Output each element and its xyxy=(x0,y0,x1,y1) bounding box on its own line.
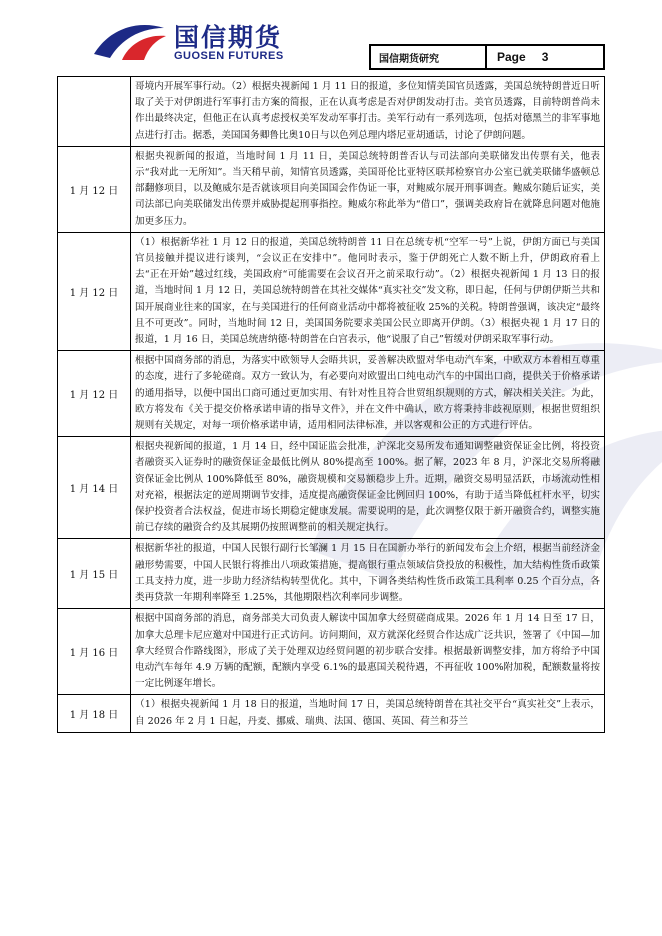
table-row xyxy=(58,77,605,147)
event-date xyxy=(58,77,131,147)
event-description: 根据中国商务部的消息，商务部美大司负责人解读中国加拿大经贸磋商成果。2026 年 1 月 14 日至 17 日，加拿大总理卡尼应邀对中国进行正式访问。访问期间，双方就深化经贸合作达成广泛共识，签署了《中国—加拿大经贸合作路线图》，形成了关于处理双边经贸问题的初步联合安排。根据最新调整安排，加方将给予中国电动汽车每年 4.9 万辆的配额，配额内享受 6.1%的最惠国关税待遇，不再征收 100%附加税，配额数量将按一定比例逐年增长。 xyxy=(131,609,605,695)
event-date: 1 月 12 日 xyxy=(58,232,131,350)
table-row xyxy=(58,695,605,732)
event-description: （1）根据央视新闻 1 月 18 日的报道，当地时间 17 日，美国总统特朗普在其社交平台“真实社交”上表示，自 2026 年 2 月 1 日起，丹麦、挪威、瑞典、法国、德国、英国、荷兰和芬兰 xyxy=(131,695,605,732)
event-description: 根据新华社的报道，中国人民银行副行长邹澜 1 月 15 日在国新办举行的新闻发布会上介绍，根据当前经济金融形势需要，中国人民银行将推出八项政策措施，提高银行重点领域信贷投放的积极性，加大结构性货币政策工具支持力度，进一步助力经济结构转型优化。其中，下调各类结构性货币政策工具利率 0.25 个百分点，各类再贷款一年期利率降至 1.25%，其他期限档次利率同步调整。 xyxy=(131,539,605,609)
logo-chinese-name: 国信期货 xyxy=(174,23,283,52)
page-number: 3 xyxy=(541,50,549,64)
table-row xyxy=(58,539,605,609)
guosen-logo xyxy=(92,14,302,68)
logo-english-name: GUOSEN FUTURES xyxy=(174,50,284,62)
page-label: Page xyxy=(497,50,526,64)
event-description: 根据央视新闻的报道，当地时间 1 月 11 日，美国总统特朗普否认与司法部向美联储发出传票有关，他表示“我对此一无所知”。当天稍早前，知情官员透露，美国哥伦比亚特区联邦检察官办公室已就美联储华盛顿总部翻修项目，以及鲍威尔是否就该项目向美国国会作伪证一事，对鲍威尔展开刑事调查。鲍威尔随后证实，美司法部已向美联储发出传票并威胁提起刑事指控。鲍威尔称此举为“借口”，强调美政府旨在就降息问题对他施加更多压力。 xyxy=(131,146,605,232)
event-date: 1 月 14 日 xyxy=(58,437,131,539)
report-title: 国信期货研究 xyxy=(371,46,487,68)
table-row xyxy=(58,146,605,232)
event-date: 1 月 12 日 xyxy=(58,146,131,232)
event-date: 1 月 12 日 xyxy=(58,351,131,437)
event-description: 根据央视新闻的报道，1 月 14 日，经中国证监会批准，沪深北交易所发布通知调整融资保证金比例，将投资者融资买入证券时的融资保证金最低比例从 80%提高至 100%。据了解，2023 年 8 月，沪深北交易所将融资保证金比例从 100%降低至 80%，融资规模和交易额稳步上升。近期，融资交易明显活跃，市场流动性相对充裕，根据法定的逆周期调节安排，适度提高融资保证金比例回归 100%，有助于适当降低杠杆水平，切实保护投资者合法权益，促进市场长期稳定健康发展。需要说明的是，此次调整仅限于新开融资合约，调整实施前已存续的融资合约及其展期仍按照调整前的相关规定执行。 xyxy=(131,437,605,539)
event-date: 1 月 18 日 xyxy=(58,695,131,732)
event-date: 1 月 15 日 xyxy=(58,539,131,609)
event-description: 根据中国商务部的消息，为落实中欧领导人会晤共识，妥善解决欧盟对华电动汽车案，中欧双方本着相互尊重的态度，进行了多轮磋商。双方一致认为，有必要向对欧盟出口纯电动汽车的中国出口商，提供关于价格承诺的通用指导，以便中国出口商可通过更加实用、有针对性且符合世贸组织规则的方式，解决相关关注。为此，欧方将发布《关于提交价格承诺申请的指导文件》，并在文件中确认，欧方将秉持非歧视原则，根据世贸组织规则有关规定，对每一项价格承诺申请，适用相同法律标准，并以客观和公正的方式进行评估。 xyxy=(131,351,605,437)
event-date: 1 月 16 日 xyxy=(58,609,131,695)
page-indicator xyxy=(487,46,603,68)
table-row xyxy=(58,351,605,437)
report-header-bar xyxy=(369,44,605,70)
event-description: （1）根据新华社 1 月 12 日的报道，美国总统特朗普 11 日在总统专机“空军一号”上说，伊朗方面已与美国官员接触并提议进行谈判，“会议正在安排中”。他同时表示，鉴于伊朗死亡人数不断上升，伊朗政府看上去“正在开始”越过红线，美国政府“可能需要在会议召开之前采取行动”。（2）根据央视新闻 1 月 13 日的报道，当地时间 1 月 12 日，美国总统特朗普在其社交媒体“真实社交”发文称，即日起，任何与伊朗伊斯兰共和国开展商业往来的国家，在与美国进行的任何商业活动中都将被征收 25%的关税。特朗普强调，该决定“最终且不可更改”。同时，当地时间 12 日，美国国务院要求美国公民立即离开伊朗。（3）根据央视 1 月 17 日的报道，1 月 16 日，美国总统唐纳德·特朗普在白宫表示，他“说服了自己”暂缓对伊朗采取军事行动。 xyxy=(131,232,605,350)
table-row xyxy=(58,232,605,350)
guosen-logo-mark-icon xyxy=(92,14,172,68)
table-row xyxy=(58,609,605,695)
news-events-table xyxy=(57,76,605,733)
table-row xyxy=(58,437,605,539)
event-description: 哥境内开展军事行动。（2）根据央视新闻 1 月 11 日的报道，多位知情美国官员透露，美国总统特朗普近日听取了关于对伊朗进行军事打击方案的简报，正在认真考虑是否对伊朗发动打击。美官员透露，目前特朗普尚未作出最终决定，但他正在认真考虑授权美军发动军事打击。美军行动有一系列选项，包括对德黑兰的非军事地点进行打击。据悉，美国国务卿鲁比奥10日与以色列总理内塔尼亚胡通话，讨论了伊朗问题。 xyxy=(131,77,605,147)
